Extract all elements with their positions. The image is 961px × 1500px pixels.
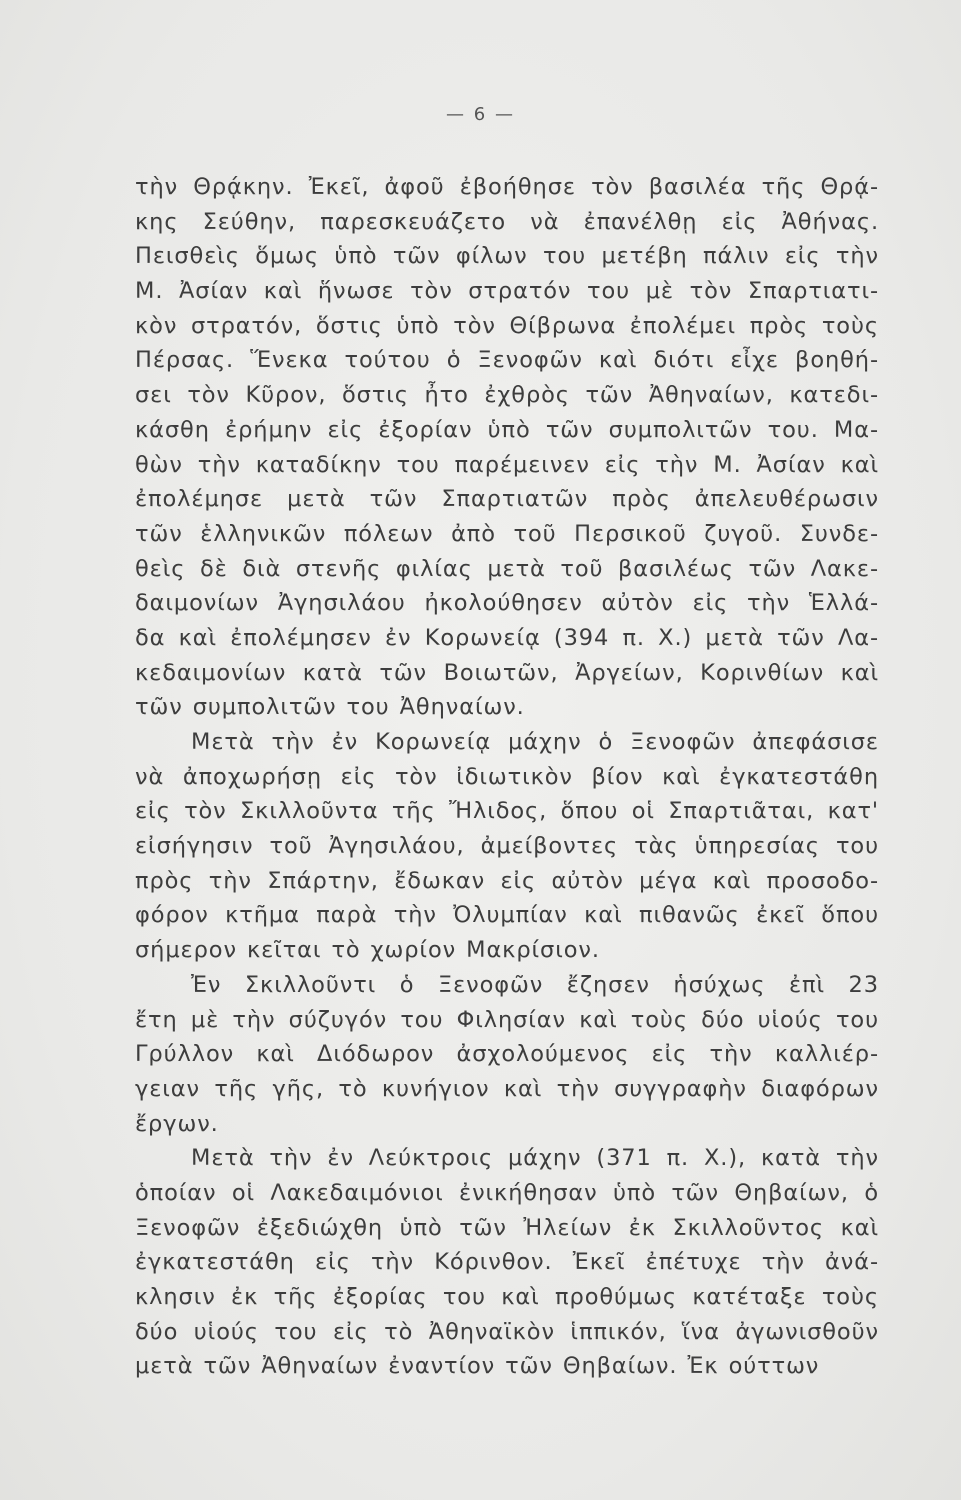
text-line: ἔτη μὲ τὴν σύζυγόν του Φιλησίαν καὶ τοὺς δύο υἱούς του	[135, 1006, 879, 1033]
text-line: ὁποίαν οἱ Λακεδαιμόνιοι ἐνικήθησαν ὑπὸ τῶν Θηβαίων, ὁ	[135, 1179, 879, 1206]
text-line: κεδαιμονίων κατὰ τῶν Βοιωτῶν, Ἀργείων, Κορινθίων καὶ	[135, 659, 879, 686]
text-line: κλησιν ἐκ τῆς ἐξορίας του καὶ προθύμως κατέταξε τοὺς	[135, 1284, 879, 1310]
text-line: θεὶς δὲ διὰ στενῆς φιλίας μετὰ τοῦ βασιλέως τῶν Λακε-	[135, 555, 879, 582]
text-line: σει τὸν Κῦρον, ὅστις ἦτο ἐχθρὸς τῶν Ἀθηναίων, κατεδι-	[135, 382, 879, 409]
text-line: Μετὰ τὴν ἐν Λεύκτροις μάχην (371 π. Χ.), κατὰ τὴν	[191, 1145, 879, 1172]
text-line: δύο υἱούς του εἰς τὸ Ἀθηναϊκὸν ἱππικόν, ἵνα ἀγωνισθοῦν	[135, 1318, 879, 1345]
text-line: μετὰ τῶν Ἀθηναίων ἐναντίον τῶν Θηβαίων. Ἐκ ούττων	[135, 1353, 820, 1380]
text-line: ἐπολέμησε μετὰ τῶν Σπαρτιατῶν πρὸς ἀπελευθέρωσιν	[135, 486, 879, 513]
text-line: σήμερον κεῖται τὸ χωρίον Μακρίσιον.	[135, 937, 600, 964]
text-line: δα καὶ ἐπολέμησεν ἐν Κορωνείᾳ (394 π. Χ.) μετὰ τῶν Λα-	[135, 624, 879, 651]
text-line: Μ. Ἀσίαν καὶ ἥνωσε τὸν στρατόν του μὲ τὸν Σπαρτιατι-	[135, 278, 879, 305]
body-text	[135, 170, 879, 1384]
text-line: Ἐν Σκιλλοῦντι ὁ Ξενοφῶν ἔζησεν ἡσύχως ἐπὶ 23	[191, 971, 879, 998]
text-line: ἐγκατεστάθη εἰς τὴν Κόρινθον. Ἐκεῖ ἐπέτυχε τὴν ἀνά-	[135, 1249, 879, 1276]
text-line: Πεισθεὶς ὅμως ὑπὸ τῶν φίλων του μετέβη πάλιν εἰς τὴν	[135, 243, 879, 270]
text-line: Ξενοφῶν ἐξεδιώχθη ὑπὸ τῶν Ἠλείων ἐκ Σκιλλοῦντος καὶ	[135, 1214, 879, 1241]
text-line: φόρον κτῆμα παρὰ τὴν Ὀλυμπίαν καὶ πιθανῶς ἐκεῖ ὅπου	[135, 902, 879, 929]
text-line: κάσθη ἐρήμην εἰς ἐξορίαν ὑπὸ τῶν συμπολιτῶν του. Μα-	[135, 416, 879, 443]
text-line: θὼν τὴν καταδίκην του παρέμεινεν εἰς τὴν Μ. Ἀσίαν καὶ	[135, 451, 879, 478]
text-line: δαιμονίων Ἀγησιλάου ἠκολούθησεν αὐτὸν εἰς τὴν Ἑλλά-	[135, 590, 879, 617]
paragraph	[135, 968, 879, 1141]
page-number-header: — 6 —	[446, 104, 515, 125]
paragraph	[135, 725, 879, 968]
text-line: τῶν ἑλληνικῶν πόλεων ἀπὸ τοῦ Περσικοῦ ζυγοῦ. Συνδε-	[135, 520, 879, 547]
paragraph	[135, 1141, 879, 1384]
text-line: νὰ ἀποχωρήσῃ εἰς τὸν ἰδιωτικὸν βίον καὶ ἐγκατεστάθη	[135, 763, 879, 790]
text-line: εἰς τὸν Σκιλλοῦντα τῆς Ἤλιδος, ὅπου οἱ Σπαρτιᾶται, κατ'	[135, 798, 879, 825]
text-line: ἔργων.	[135, 1110, 219, 1137]
text-line: τὴν Θρᾴκην. Ἐκεῖ, ἀφοῦ ἐβοήθησε τὸν βασιλέα τῆς Θρᾴ-	[135, 174, 879, 200]
text-line: κης Σεύθην, παρεσκευάζετο νὰ ἐπανέλθῃ εἰς Ἀθήνας.	[135, 208, 879, 235]
text-line: Μετὰ τὴν ἐν Κορωνείᾳ μάχην ὁ Ξενοφῶν ἀπεφάσισε	[191, 729, 879, 755]
text-line: πρὸς τὴν Σπάρτην, ἔδωκαν εἰς αὐτὸν μέγα καὶ προσοδο-	[135, 867, 879, 894]
paragraph	[135, 170, 879, 725]
text-line: Γρύλλον καὶ Διόδωρον ἀσχολούμενος εἰς τὴν καλλιέρ-	[135, 1041, 879, 1068]
text-line: εἰσήγησιν τοῦ Ἀγησιλάου, ἀμείβοντες τὰς ὑπηρεσίας του	[135, 833, 879, 860]
text-line: γειαν τῆς γῆς, τὸ κυνήγιον καὶ τὴν συγγραφὴν διαφόρων	[135, 1075, 879, 1102]
text-line: Πέρσας. Ἕνεκα τούτου ὁ Ξενοφῶν καὶ διότι εἶχε βοηθή-	[135, 347, 879, 374]
text-line: τῶν συμπολιτῶν του Ἀθηναίων.	[135, 694, 525, 721]
text-line: κὸν στρατόν, ὅστις ὑπὸ τὸν Θίβρωνα ἐπολέμει πρὸς τοὺς	[135, 312, 879, 339]
